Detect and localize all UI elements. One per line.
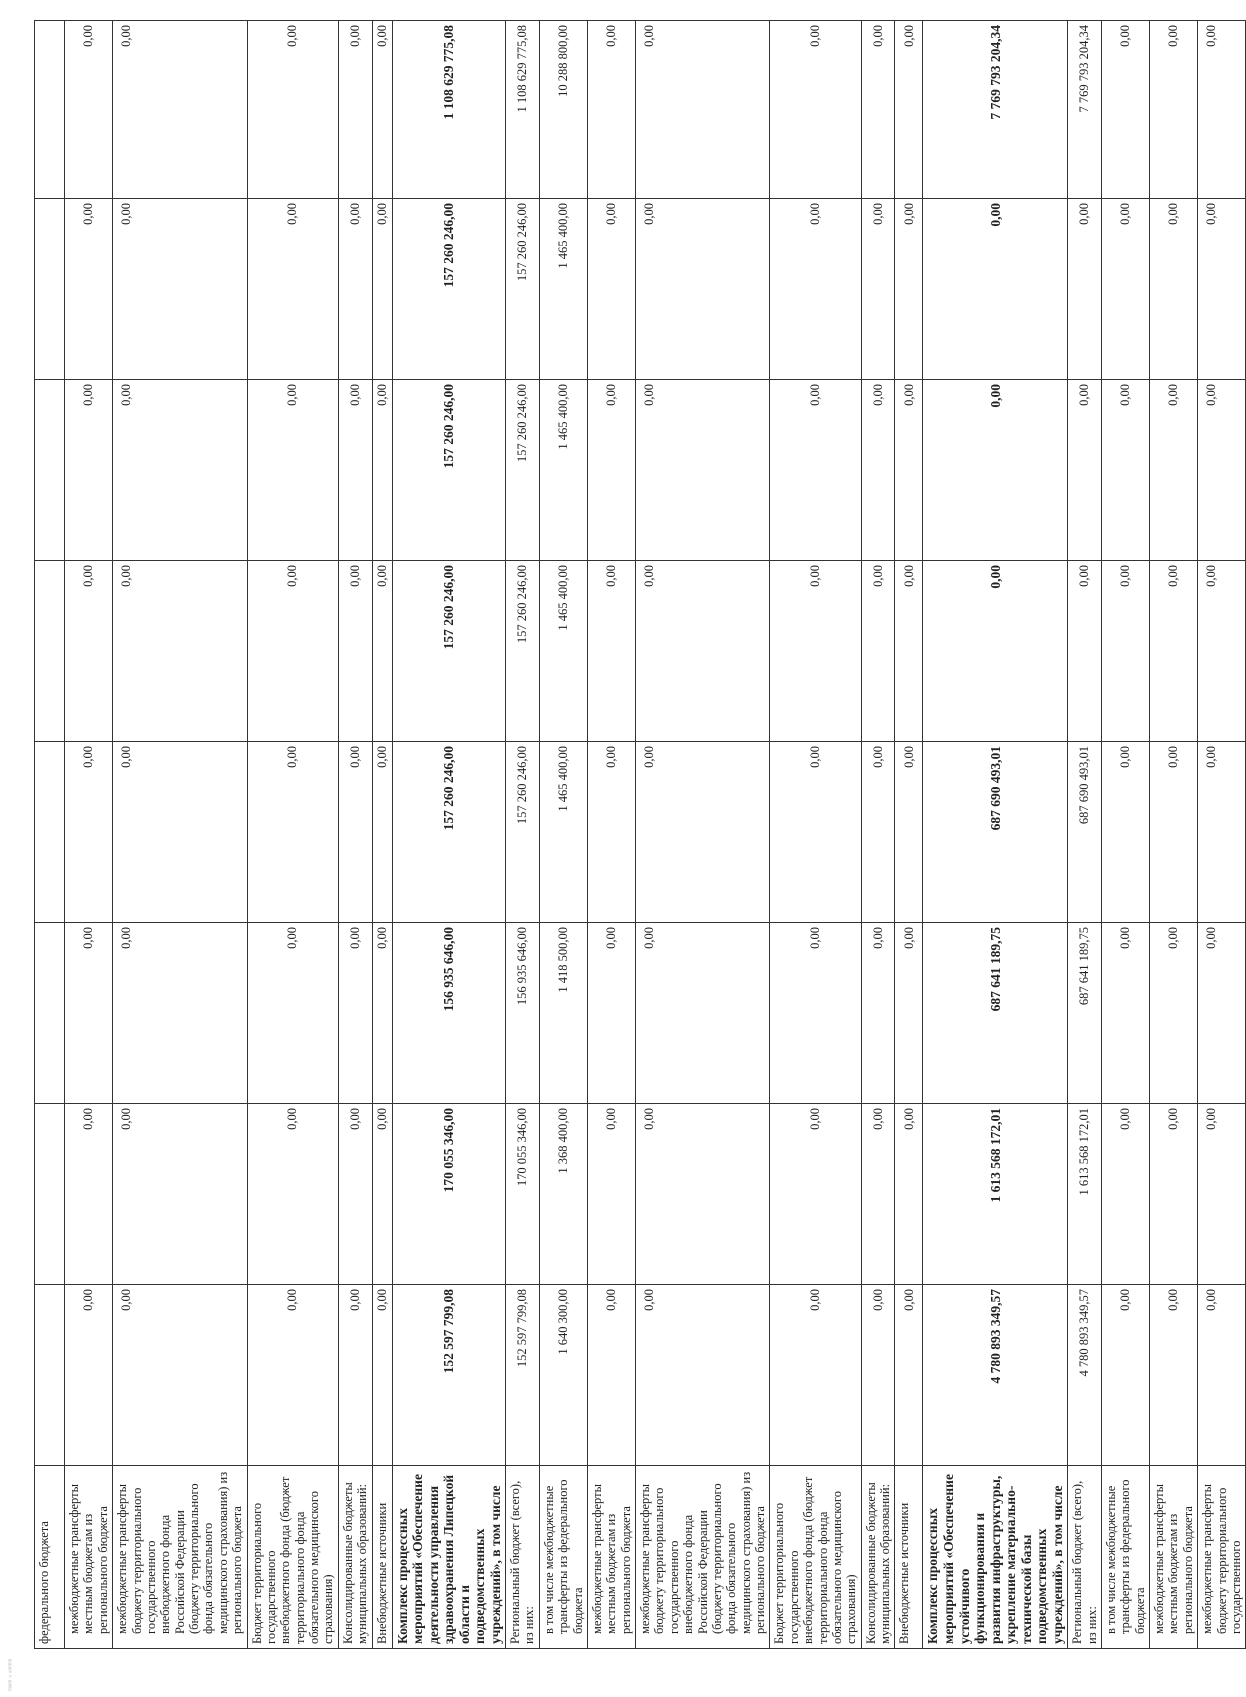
value-cell: 0,00 xyxy=(895,561,923,742)
value-cell: 0,00 xyxy=(113,21,247,199)
value-cell: 1 108 629 775,08 xyxy=(392,21,506,199)
row-label: в том числе межбюджетные трансферты из федерального бюджета xyxy=(539,1466,587,1649)
value-cell: 0,00 xyxy=(923,380,1068,561)
value-cell: 0,00 xyxy=(861,21,895,199)
value-cell: 157 260 246,00 xyxy=(392,561,506,742)
row-label: межбюджетные трансферты местным бюджетам из регионального бюджета xyxy=(1150,1466,1198,1649)
value-cell: 0,00 xyxy=(861,923,895,1104)
table-row xyxy=(636,21,770,1649)
value-cell: 0,00 xyxy=(1101,1285,1149,1466)
value-cell: 0,00 xyxy=(770,742,861,923)
table-row xyxy=(247,21,338,1649)
value-cell: 0,00 xyxy=(1198,380,1246,561)
budget-table xyxy=(34,20,1246,1649)
value-cell: 0,00 xyxy=(372,380,392,561)
value-cell: 0,00 xyxy=(587,1104,635,1285)
value-cell: 0,00 xyxy=(247,1104,338,1285)
table-row xyxy=(1150,21,1198,1649)
value-cell: 0,00 xyxy=(1101,21,1149,199)
value-cell: 0,00 xyxy=(65,561,113,742)
value-cell: 0,00 xyxy=(636,923,770,1104)
value-cell: 0,00 xyxy=(65,742,113,923)
value-cell: 0,00 xyxy=(587,380,635,561)
value-cell: 0,00 xyxy=(770,561,861,742)
table-row xyxy=(65,21,113,1649)
value-cell: 0,00 xyxy=(1101,561,1149,742)
value-cell: 0,00 xyxy=(1150,199,1198,380)
value-cell: 0,00 xyxy=(1150,561,1198,742)
value-cell: 0,00 xyxy=(587,923,635,1104)
value-cell: 0,00 xyxy=(65,1104,113,1285)
value-cell: 0,00 xyxy=(65,1285,113,1466)
value-cell: 0,00 xyxy=(895,380,923,561)
value-cell: 1 640 300,00 xyxy=(539,1285,587,1466)
table-row xyxy=(770,21,861,1649)
value-cell: 0,00 xyxy=(372,742,392,923)
row-label: межбюджетные трансферты бюджету территориального государственного xyxy=(1198,1466,1246,1649)
value-cell: 0,00 xyxy=(1101,199,1149,380)
value-cell: 0,00 xyxy=(372,1104,392,1285)
row-label: федерального бюджета xyxy=(35,1466,65,1649)
row-label: Региональный бюджет (всего), из них: xyxy=(1068,1466,1102,1649)
table-row xyxy=(392,21,506,1649)
value-cell: 1 465 400,00 xyxy=(539,561,587,742)
value-cell: 0,00 xyxy=(247,21,338,199)
value-cell: 0,00 xyxy=(636,561,770,742)
value-cell: 0,00 xyxy=(65,21,113,199)
value-cell: 0,00 xyxy=(1198,199,1246,380)
value-cell: 0,00 xyxy=(1101,923,1149,1104)
row-label: межбюджетные трансферты бюджету территориального государственного внебюджетного фонда Российской Федерации (бюджету территориального фонда обязательного медицинского страхования) из регионального бюджета xyxy=(636,1466,770,1649)
table-row xyxy=(861,21,895,1649)
value-cell: 0,00 xyxy=(1198,1104,1246,1285)
table-row xyxy=(113,21,247,1649)
value-cell: 157 260 246,00 xyxy=(506,380,540,561)
value-cell: 0,00 xyxy=(372,561,392,742)
value-cell: 1 613 568 172,01 xyxy=(1068,1104,1102,1285)
value-cell: 0,00 xyxy=(895,199,923,380)
value-cell: 1 465 400,00 xyxy=(539,380,587,561)
value-cell: 0,00 xyxy=(338,742,372,923)
value-cell: 7 769 793 204,34 xyxy=(1068,21,1102,199)
table-row xyxy=(923,21,1068,1649)
value-cell: 687 641 189,75 xyxy=(1068,923,1102,1104)
value-cell: 0,00 xyxy=(113,380,247,561)
value-cell: 0,00 xyxy=(895,1104,923,1285)
value-cell: 0,00 xyxy=(636,1285,770,1466)
value-cell: 1 465 400,00 xyxy=(539,199,587,380)
value-cell: 0,00 xyxy=(770,380,861,561)
value-cell: 0,00 xyxy=(247,1285,338,1466)
table-row xyxy=(1101,21,1149,1649)
value-cell: 0,00 xyxy=(338,1285,372,1466)
value-cell: 0,00 xyxy=(1068,199,1102,380)
value-cell: 0,00 xyxy=(770,1104,861,1285)
value-cell: 0,00 xyxy=(113,199,247,380)
value-cell: 0,00 xyxy=(636,21,770,199)
value-cell: 0,00 xyxy=(372,923,392,1104)
value-cell: 0,00 xyxy=(1101,1104,1149,1285)
table-row xyxy=(372,21,392,1649)
row-label: Комплекс процессных мероприятий «Обеспечение деятельности управления здравоохранения Липецкой области и подведомственных учреждений», в том числе xyxy=(392,1466,506,1649)
value-cell: 0,00 xyxy=(636,199,770,380)
value-cell: 1 368 400,00 xyxy=(539,1104,587,1285)
row-label: межбюджетные трансферты бюджету территориального государственного внебюджетного фонда Российской Федерации (бюджету территориального фонда обязательного медицинского страхования) из регионального бюджета xyxy=(113,1466,247,1649)
row-label: Консолидированные бюджеты муниципальных образований: xyxy=(861,1466,895,1649)
value-cell: 152 597 799,08 xyxy=(392,1285,506,1466)
value-cell: 0,00 xyxy=(895,742,923,923)
value-cell: 10 288 800,00 xyxy=(539,21,587,199)
value-cell: 157 260 246,00 xyxy=(506,199,540,380)
value-cell: 156 935 646,00 xyxy=(392,923,506,1104)
value-cell: 0,00 xyxy=(113,742,247,923)
row-label: Региональный бюджет (всего), из них: xyxy=(506,1466,540,1649)
value-cell: 0,00 xyxy=(587,21,635,199)
row-label: Внебюджетные источники xyxy=(895,1466,923,1649)
value-cell: 0,00 xyxy=(1198,742,1246,923)
value-cell: 0,00 xyxy=(587,742,635,923)
value-cell: 0,00 xyxy=(338,561,372,742)
value-cell: 0,00 xyxy=(338,199,372,380)
table-row xyxy=(587,21,635,1649)
value-cell: 0,00 xyxy=(372,21,392,199)
value-cell: 0,00 xyxy=(861,1285,895,1466)
value-cell: 0,00 xyxy=(770,923,861,1104)
row-label: Внебюджетные источники xyxy=(372,1466,392,1649)
value-cell: 1 108 629 775,08 xyxy=(506,21,540,199)
value-cell: 1 418 500,00 xyxy=(539,923,587,1104)
value-cell: 0,00 xyxy=(247,923,338,1104)
table-row xyxy=(895,21,923,1649)
value-cell: 157 260 246,00 xyxy=(392,742,506,923)
value-cell: 0,00 xyxy=(636,380,770,561)
value-cell: 0,00 xyxy=(1150,923,1198,1104)
value-cell: 0,00 xyxy=(636,742,770,923)
value-cell: 0,00 xyxy=(247,742,338,923)
table-row xyxy=(35,21,65,1649)
value-cell: 0,00 xyxy=(1198,923,1246,1104)
value-cell: 1 613 568 172,01 xyxy=(923,1104,1068,1285)
value-cell: 0,00 xyxy=(65,199,113,380)
value-cell: 156 935 646,00 xyxy=(506,923,540,1104)
value-cell: 0,00 xyxy=(247,199,338,380)
value-cell: 157 260 246,00 xyxy=(392,199,506,380)
value-cell: 0,00 xyxy=(247,561,338,742)
value-cell: 157 260 246,00 xyxy=(392,380,506,561)
table-row xyxy=(1068,21,1102,1649)
value-cell: 0,00 xyxy=(65,923,113,1104)
value-cell: 0,00 xyxy=(770,21,861,199)
row-label: межбюджетные трансферты местным бюджетам из регионального бюджета xyxy=(65,1466,113,1649)
value-cell: 0,00 xyxy=(1068,380,1102,561)
value-cell: 0,00 xyxy=(770,199,861,380)
row-label: Бюджет территориального государственного внебюджетного фонда (бюджет территориального фонда обязательного медицинского страхования) xyxy=(247,1466,338,1649)
value-cell: 157 260 246,00 xyxy=(506,742,540,923)
value-cell: 0,00 xyxy=(1101,742,1149,923)
value-cell: 1 465 400,00 xyxy=(539,742,587,923)
value-cell: 0,00 xyxy=(1150,1285,1198,1466)
value-cell: 0,00 xyxy=(895,1285,923,1466)
value-cell: 0,00 xyxy=(1150,21,1198,199)
value-cell: 0,00 xyxy=(770,1285,861,1466)
value-cell: 687 641 189,75 xyxy=(923,923,1068,1104)
value-cell: 0,00 xyxy=(1101,380,1149,561)
value-cell: 170 055 346,00 xyxy=(392,1104,506,1285)
value-cell: 0,00 xyxy=(636,1104,770,1285)
table-row xyxy=(506,21,540,1649)
value-cell: 0,00 xyxy=(338,923,372,1104)
value-cell: 0,00 xyxy=(923,561,1068,742)
value-cell: 687 690 493,01 xyxy=(923,742,1068,923)
value-cell: 157 260 246,00 xyxy=(506,561,540,742)
value-cell: 0,00 xyxy=(861,380,895,561)
value-cell: 0,00 xyxy=(1198,21,1246,199)
value-cell: 0,00 xyxy=(895,923,923,1104)
scan-mark: ᵐʷᵐ ⁿ ⁿᵐᵐᵐ xyxy=(8,1658,15,1691)
value-cell: 687 690 493,01 xyxy=(1068,742,1102,923)
value-cell: 0,00 xyxy=(338,380,372,561)
value-cell: 0,00 xyxy=(1150,1104,1198,1285)
row-label: в том числе межбюджетные трансферты из федерального бюджета xyxy=(1101,1466,1149,1649)
value-cell: 0,00 xyxy=(338,1104,372,1285)
value-cell: 170 055 346,00 xyxy=(506,1104,540,1285)
value-cell: 0,00 xyxy=(113,1104,247,1285)
value-cell: 0,00 xyxy=(861,561,895,742)
table-row xyxy=(539,21,587,1649)
value-cell: 0,00 xyxy=(861,1104,895,1285)
value-cell: 0,00 xyxy=(338,21,372,199)
value-cell: 7 769 793 204,34 xyxy=(923,21,1068,199)
value-cell: 0,00 xyxy=(372,199,392,380)
value-cell: 0,00 xyxy=(1198,1285,1246,1466)
value-cell: 4 780 893 349,57 xyxy=(923,1285,1068,1466)
value-cell: 0,00 xyxy=(895,21,923,199)
value-cell: 4 780 893 349,57 xyxy=(1068,1285,1102,1466)
value-cell: 0,00 xyxy=(923,199,1068,380)
value-cell: 0,00 xyxy=(65,380,113,561)
row-label: Консолидированные бюджеты муниципальных образований: xyxy=(338,1466,372,1649)
value-cell: 0,00 xyxy=(1198,561,1246,742)
value-cell: 0,00 xyxy=(113,561,247,742)
row-label: Комплекс процессных мероприятий «Обеспечение устойчивого функционирования и развития инфраструктуры, укрепление материально-технической базы подведомственных учреждений», в том числе xyxy=(923,1466,1068,1649)
row-label: межбюджетные трансферты местным бюджетам из регионального бюджета xyxy=(587,1466,635,1649)
value-cell: 0,00 xyxy=(861,199,895,380)
value-cell: 0,00 xyxy=(113,1285,247,1466)
value-cell: 0,00 xyxy=(1068,561,1102,742)
row-label: Бюджет территориального государственного внебюджетного фонда (бюджет территориального фонда обязательного медицинского страхования) xyxy=(770,1466,861,1649)
value-cell: 0,00 xyxy=(587,561,635,742)
value-cell: 0,00 xyxy=(587,199,635,380)
value-cell: 152 597 799,08 xyxy=(506,1285,540,1466)
value-cell: 0,00 xyxy=(587,1285,635,1466)
value-cell: 0,00 xyxy=(247,380,338,561)
table-row xyxy=(338,21,372,1649)
value-cell: 0,00 xyxy=(372,1285,392,1466)
value-cell: 0,00 xyxy=(861,742,895,923)
value-cell: 0,00 xyxy=(113,923,247,1104)
value-cell: 0,00 xyxy=(1150,742,1198,923)
value-cell: 0,00 xyxy=(1150,380,1198,561)
table-row xyxy=(1198,21,1246,1649)
